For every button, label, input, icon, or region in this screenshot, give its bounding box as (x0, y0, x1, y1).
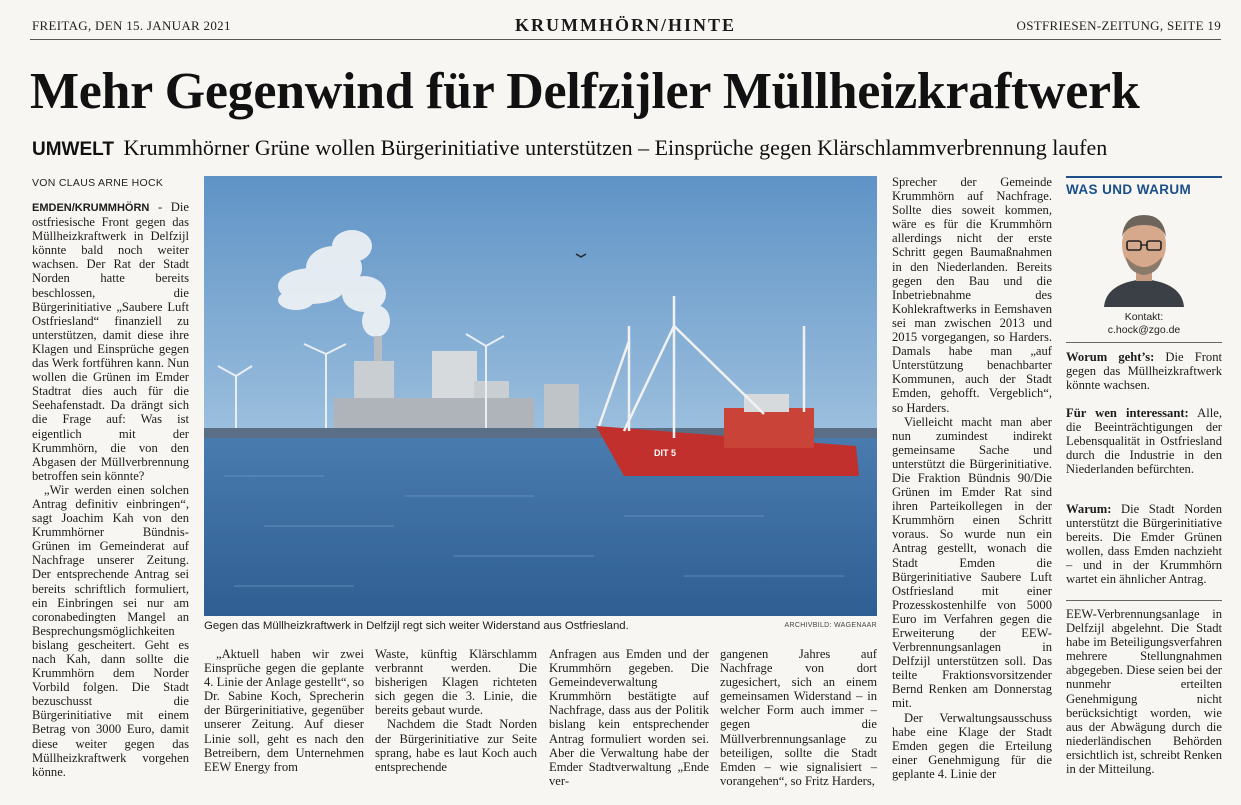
article-column-6 (892, 175, 1052, 787)
topic-kicker: UMWELT (32, 139, 114, 160)
sidebar-item-warum (1066, 502, 1222, 587)
article-column-1 (32, 200, 189, 785)
article-column-2 (204, 647, 364, 787)
sidebar-item-text: Alle, die Beeinträchtigungen der Lebensqualität in Ostfriesland durch die Industrie in den Niederlanden befürchten. (1066, 406, 1222, 477)
contact-label: Kontakt: (1124, 311, 1164, 323)
caption-text: Gegen das Müllheizkraftwerk in Delfzijl regt sich weiter Widerstand aus Ostfriesland. (204, 620, 629, 632)
col1-paragraph-2: „Wir werden einen solchen Antrag definitiv einbringen“, sagt Joachim Kah von den Krummhörner Bündnis-Grünen im Gemeinderat auf Nachfrage unserer Zeitung. Der entsprechende Antrag sei bereits schriftlich formuliert, ein Einbringen sei nur am coronabedingten Mangel an Besprechungsmöglichkeiten bislang gescheitert. Geht es nach Kah, dann sollte die Krummhörn dem Norder Vorbild folgen. Die Stadt bezuschusst die Bürgerinitiative mit einem Betrag von 3000 Euro, damit diese weiter gegen das Müllheizkraftwerk vorgehen könne. (32, 482, 189, 779)
author-portrait (1096, 203, 1192, 307)
what-and-why-box (1066, 176, 1222, 788)
col6-paragraph-2: Vielleicht macht man aber nun zumindest indirekt gemeinsame Sache und unterstützt die Bürgerinitiative. Die Fraktion Bündnis 90/Die Grünen im Emder Rat sind ihren Parteikollegen in der Krummhörn einen Schritt voraus. So wurde nun ein Antrag gestellt, wonach die Stadt Emden die Bürgerinitiative Saubere Luft Ostfriesland mit einer Prozesskostenhilfe von 5000 Euro im Verfahren gegen die Erweiterung der EEW-Verbrennungsanlagen in Delfzijl unterstützen soll. Das teilte Fraktionsvorsitzender Bernd Renken am Donnerstag mit. (892, 414, 1052, 711)
issue-date: FREITAG, DEN 15. JANUAR 2021 (32, 18, 231, 33)
sidebar-title: WAS UND WARUM (1066, 176, 1222, 197)
col3-paragraph-2: Nachdem die Stadt Norden der Bürgerinitiative zur Seite sprang, habe es laut Koch auch entsprechende (375, 717, 537, 774)
col4-paragraph: Anfragen aus Emden und der Krummhörn gegeben. Die Gemeindeverwaltung Krummhörn bestätigte auf Nachfrage, dass aus der Politik bislang kein entsprechender Antrag formuliert worden sei. Aber die Verwaltung habe der Emder Stadtverwaltung „Ende ver- (549, 647, 709, 787)
boat-hull-label: DIT 5 (654, 448, 677, 458)
article-photo (204, 176, 877, 616)
subheadline-text: Krummhörner Grüne wollen Bürgerinitiative unterstützen – Einsprüche gegen Klärschlammverbrennung laufen (123, 135, 1108, 160)
col1-paragraph-1: - Die ostfriesische Front gegen das Müllheizkraftwerk in Delfzijl könnte bald noch weiter wachsen. Der Rat der Stadt Norden hatte bereits beschlossen, die Bürgerinitiative „Saubere Luft Ostfriesland“ finanziell zu unterstützen, damit diese ihre Klagen und Einsprüche gegen das Werk fortführen kann. Nun wollen die Grünen im Emder Stadtrat dies auch für die Seehafenstadt. Da drängt sich die Frage auf: Was ist eigentlich mit der Krummhörn, die von den Abgasen der Müllverbrennung betroffen sein könnte? (32, 200, 189, 483)
article-column-4 (549, 647, 709, 787)
col2-paragraph: „Aktuell haben wir zwei Einsprüche gegen die geplante 4. Linie der Anlage gestellt“, so Dr. Sabine Koch, Sprecherin der Bürgerinitiative, gegenüber unserer Zeitung. Auf dieser Linie soll, geht es nach den Betreibern, dem Unternehmen EEW Energy from (204, 647, 364, 774)
col6-paragraph-1: Sprecher der Gemeinde Krummhörn auf Nachfrage. Sollte dies soweit kommen, wäre es für die Krummhörn allerdings nicht der erste Schritt gegen Baumaßnahmen in den Niederlanden. Bereits gegen den Bau und die Inbetriebnahme des Kohlekraftwerks in Eemshaven sei man zwischen 2013 und 2015 vorgegangen, so Harders. Damals habe man „auf Unterstützung benachbarter Kommunen, auch der Stadt Emden, gehofft. Vergeblich“, so Harders. (892, 175, 1052, 415)
contact-email[interactable]: c.hock@zgo.de (1107, 324, 1181, 336)
sidebar-item-label: Warum: (1066, 502, 1112, 516)
dateline: EMDEN/KRUMMHÖRN (32, 202, 150, 214)
photo-caption (204, 620, 877, 632)
subheadline (32, 135, 1107, 161)
col3-paragraph-1: Waste, künftig Klärschlamm verbrannt werden. Die bisherigen Klagen richteten sich gegen die 3. Linie, die bereits gebaut wurde. (375, 647, 537, 718)
sidebar-item-text: Die Front gegen das Müllheizkraftwerk könnte wachsen. (1066, 350, 1222, 393)
sidebar-item-label: Für wen interessant: (1066, 406, 1189, 420)
col5-paragraph: gangenen Jahres auf Nachfrage von dort zugesichert, sich an einem gemeinsamen Widerstand – in welcher Form auch immer – gegen die Müllverbrennungsanlage zu beteiligen, sollte die Stadt Emden – wie signalisiert – vorangehen“, so Fritz Harders, (720, 647, 877, 787)
article-column-3 (375, 647, 537, 787)
page-info: OSTFRIESEN-ZEITUNG, SEITE 19 (1016, 18, 1221, 33)
headline: Mehr Gegenwind für Delfzijler Müllheizkraftwerk (30, 63, 1140, 120)
sidebar-item-text: Die Stadt Norden unterstützt die Bürgerinitiative bereits. Die Emder Grünen wollen, dass Emden nachzieht – und in der Krummhörn wartet ein ähnlicher Antrag. (1066, 502, 1222, 587)
sidebar-divider (1066, 600, 1222, 601)
sidebar-item-worum (1066, 350, 1222, 392)
sidebar-item-fuer-wen (1066, 406, 1222, 476)
col6-paragraph-3: Der Verwaltungsausschuss habe eine Klage der Stadt Emden gegen die Erteilung einer Genehmigung für die geplante 4. Linie der (892, 710, 1052, 781)
photo-credit: ARCHIVBILD: WAGENAAR (784, 622, 877, 629)
article-column-5 (720, 647, 877, 787)
section-title: KRUMMHÖRN/HINTE (515, 15, 736, 35)
sidebar-divider (1066, 342, 1222, 343)
sidebar-item-label: Worum geht’s: (1066, 350, 1155, 364)
harbor-photo-illustration (204, 176, 877, 616)
article-continuation: EEW-Verbrennungsanlage in Delfzijl abgelehnt. Die Stadt habe im Beteiligungsverfahren mehrere Stellungnahmen abgegeben. Diese seien bei der nunmehr erteilten Genehmigung nicht berücksichtigt worden, wie aus der Abwägung durch die niederländischen Behörden ersichtlich ist, schreibt Renken in der Mitteilung. (1066, 607, 1222, 777)
page-header (30, 12, 1221, 40)
byline: VON CLAUS ARNE HOCK (32, 177, 164, 189)
